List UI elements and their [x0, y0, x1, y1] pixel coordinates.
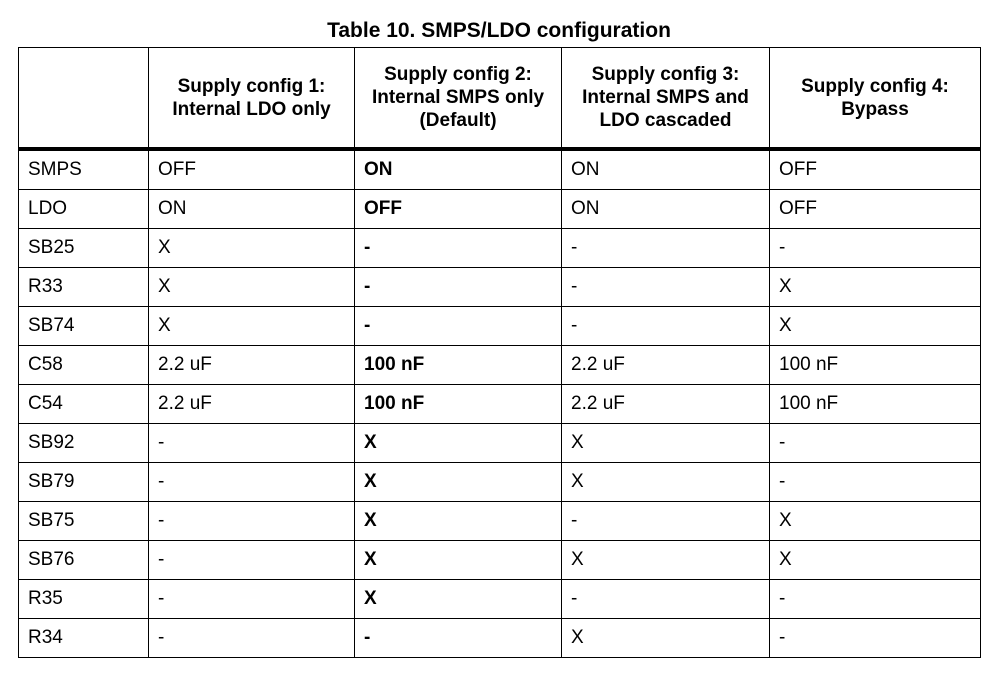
table-row — [19, 580, 981, 619]
table-cell: 2.2 uF — [149, 385, 355, 424]
table-cell: OFF — [149, 149, 355, 190]
header-supply-config-4: Supply config 4: Bypass — [770, 48, 981, 150]
header-row — [19, 48, 981, 150]
table-cell: X — [562, 541, 770, 580]
row-label: SB75 — [19, 502, 149, 541]
table-cell: - — [355, 619, 562, 658]
table-cell: 100 nF — [355, 346, 562, 385]
table-cell: ON — [149, 190, 355, 229]
table-caption: Table 10. SMPS/LDO configuration — [327, 19, 671, 42]
table-cell: X — [149, 307, 355, 346]
table-cell: 100 nF — [770, 385, 981, 424]
table-cell: - — [770, 619, 981, 658]
table-cell: OFF — [770, 190, 981, 229]
table-cell: X — [149, 229, 355, 268]
table-cell: 100 nF — [770, 346, 981, 385]
table-cell: - — [355, 268, 562, 307]
table-cell: - — [770, 580, 981, 619]
table-row — [19, 541, 981, 580]
table-cell: - — [770, 229, 981, 268]
row-label: SB79 — [19, 463, 149, 502]
table-cell: - — [149, 463, 355, 502]
table-cell: 100 nF — [355, 385, 562, 424]
table-cell: X — [355, 541, 562, 580]
table-cell: 2.2 uF — [562, 385, 770, 424]
table-cell: OFF — [770, 149, 981, 190]
table-cell: ON — [562, 190, 770, 229]
table-row — [19, 502, 981, 541]
header-supply-config-1: Supply config 1: Internal LDO only — [149, 48, 355, 150]
row-label: SB92 — [19, 424, 149, 463]
table-cell: - — [149, 541, 355, 580]
table-row — [19, 190, 981, 229]
table-cell: X — [355, 424, 562, 463]
row-label: SB74 — [19, 307, 149, 346]
table-row — [19, 385, 981, 424]
table-row — [19, 463, 981, 502]
table-cell: - — [770, 424, 981, 463]
row-label: R34 — [19, 619, 149, 658]
table-cell: X — [355, 580, 562, 619]
row-label: C58 — [19, 346, 149, 385]
row-label: R35 — [19, 580, 149, 619]
row-label: SB76 — [19, 541, 149, 580]
table-cell: X — [770, 268, 981, 307]
row-label: LDO — [19, 190, 149, 229]
table-cell: - — [770, 463, 981, 502]
table-row — [19, 229, 981, 268]
table-cell: 2.2 uF — [149, 346, 355, 385]
table-cell: - — [149, 580, 355, 619]
table-cell: 2.2 uF — [562, 346, 770, 385]
row-label: SMPS — [19, 149, 149, 190]
table-cell: - — [562, 268, 770, 307]
table-cell: - — [149, 502, 355, 541]
table-cell: X — [770, 307, 981, 346]
header-empty-cell — [19, 48, 149, 150]
table-cell: - — [355, 229, 562, 268]
table-cell: X — [355, 463, 562, 502]
table-cell: X — [355, 502, 562, 541]
table-cell: X — [562, 463, 770, 502]
table-cell: - — [562, 580, 770, 619]
table-cell: - — [149, 424, 355, 463]
table-cell: ON — [355, 149, 562, 190]
table-cell: - — [562, 502, 770, 541]
table-cell: - — [562, 229, 770, 268]
row-label: SB25 — [19, 229, 149, 268]
smps-ldo-config-table — [18, 47, 981, 658]
table-cell: X — [770, 502, 981, 541]
table-cell: - — [562, 307, 770, 346]
table-cell: ON — [562, 149, 770, 190]
table-cell: - — [355, 307, 562, 346]
table-row — [19, 307, 981, 346]
table-cell: X — [562, 619, 770, 658]
table-cell: X — [149, 268, 355, 307]
table-row — [19, 149, 981, 190]
header-supply-config-3: Supply config 3: Internal SMPS and LDO cascaded — [562, 48, 770, 150]
table-cell: X — [562, 424, 770, 463]
row-label: C54 — [19, 385, 149, 424]
table-cell: - — [149, 619, 355, 658]
header-supply-config-2: Supply config 2: Internal SMPS only (Default) — [355, 48, 562, 150]
table-row — [19, 346, 981, 385]
table-cell: OFF — [355, 190, 562, 229]
row-label: R33 — [19, 268, 149, 307]
table-row — [19, 268, 981, 307]
table-row — [19, 619, 981, 658]
table-row — [19, 424, 981, 463]
table-cell: X — [770, 541, 981, 580]
